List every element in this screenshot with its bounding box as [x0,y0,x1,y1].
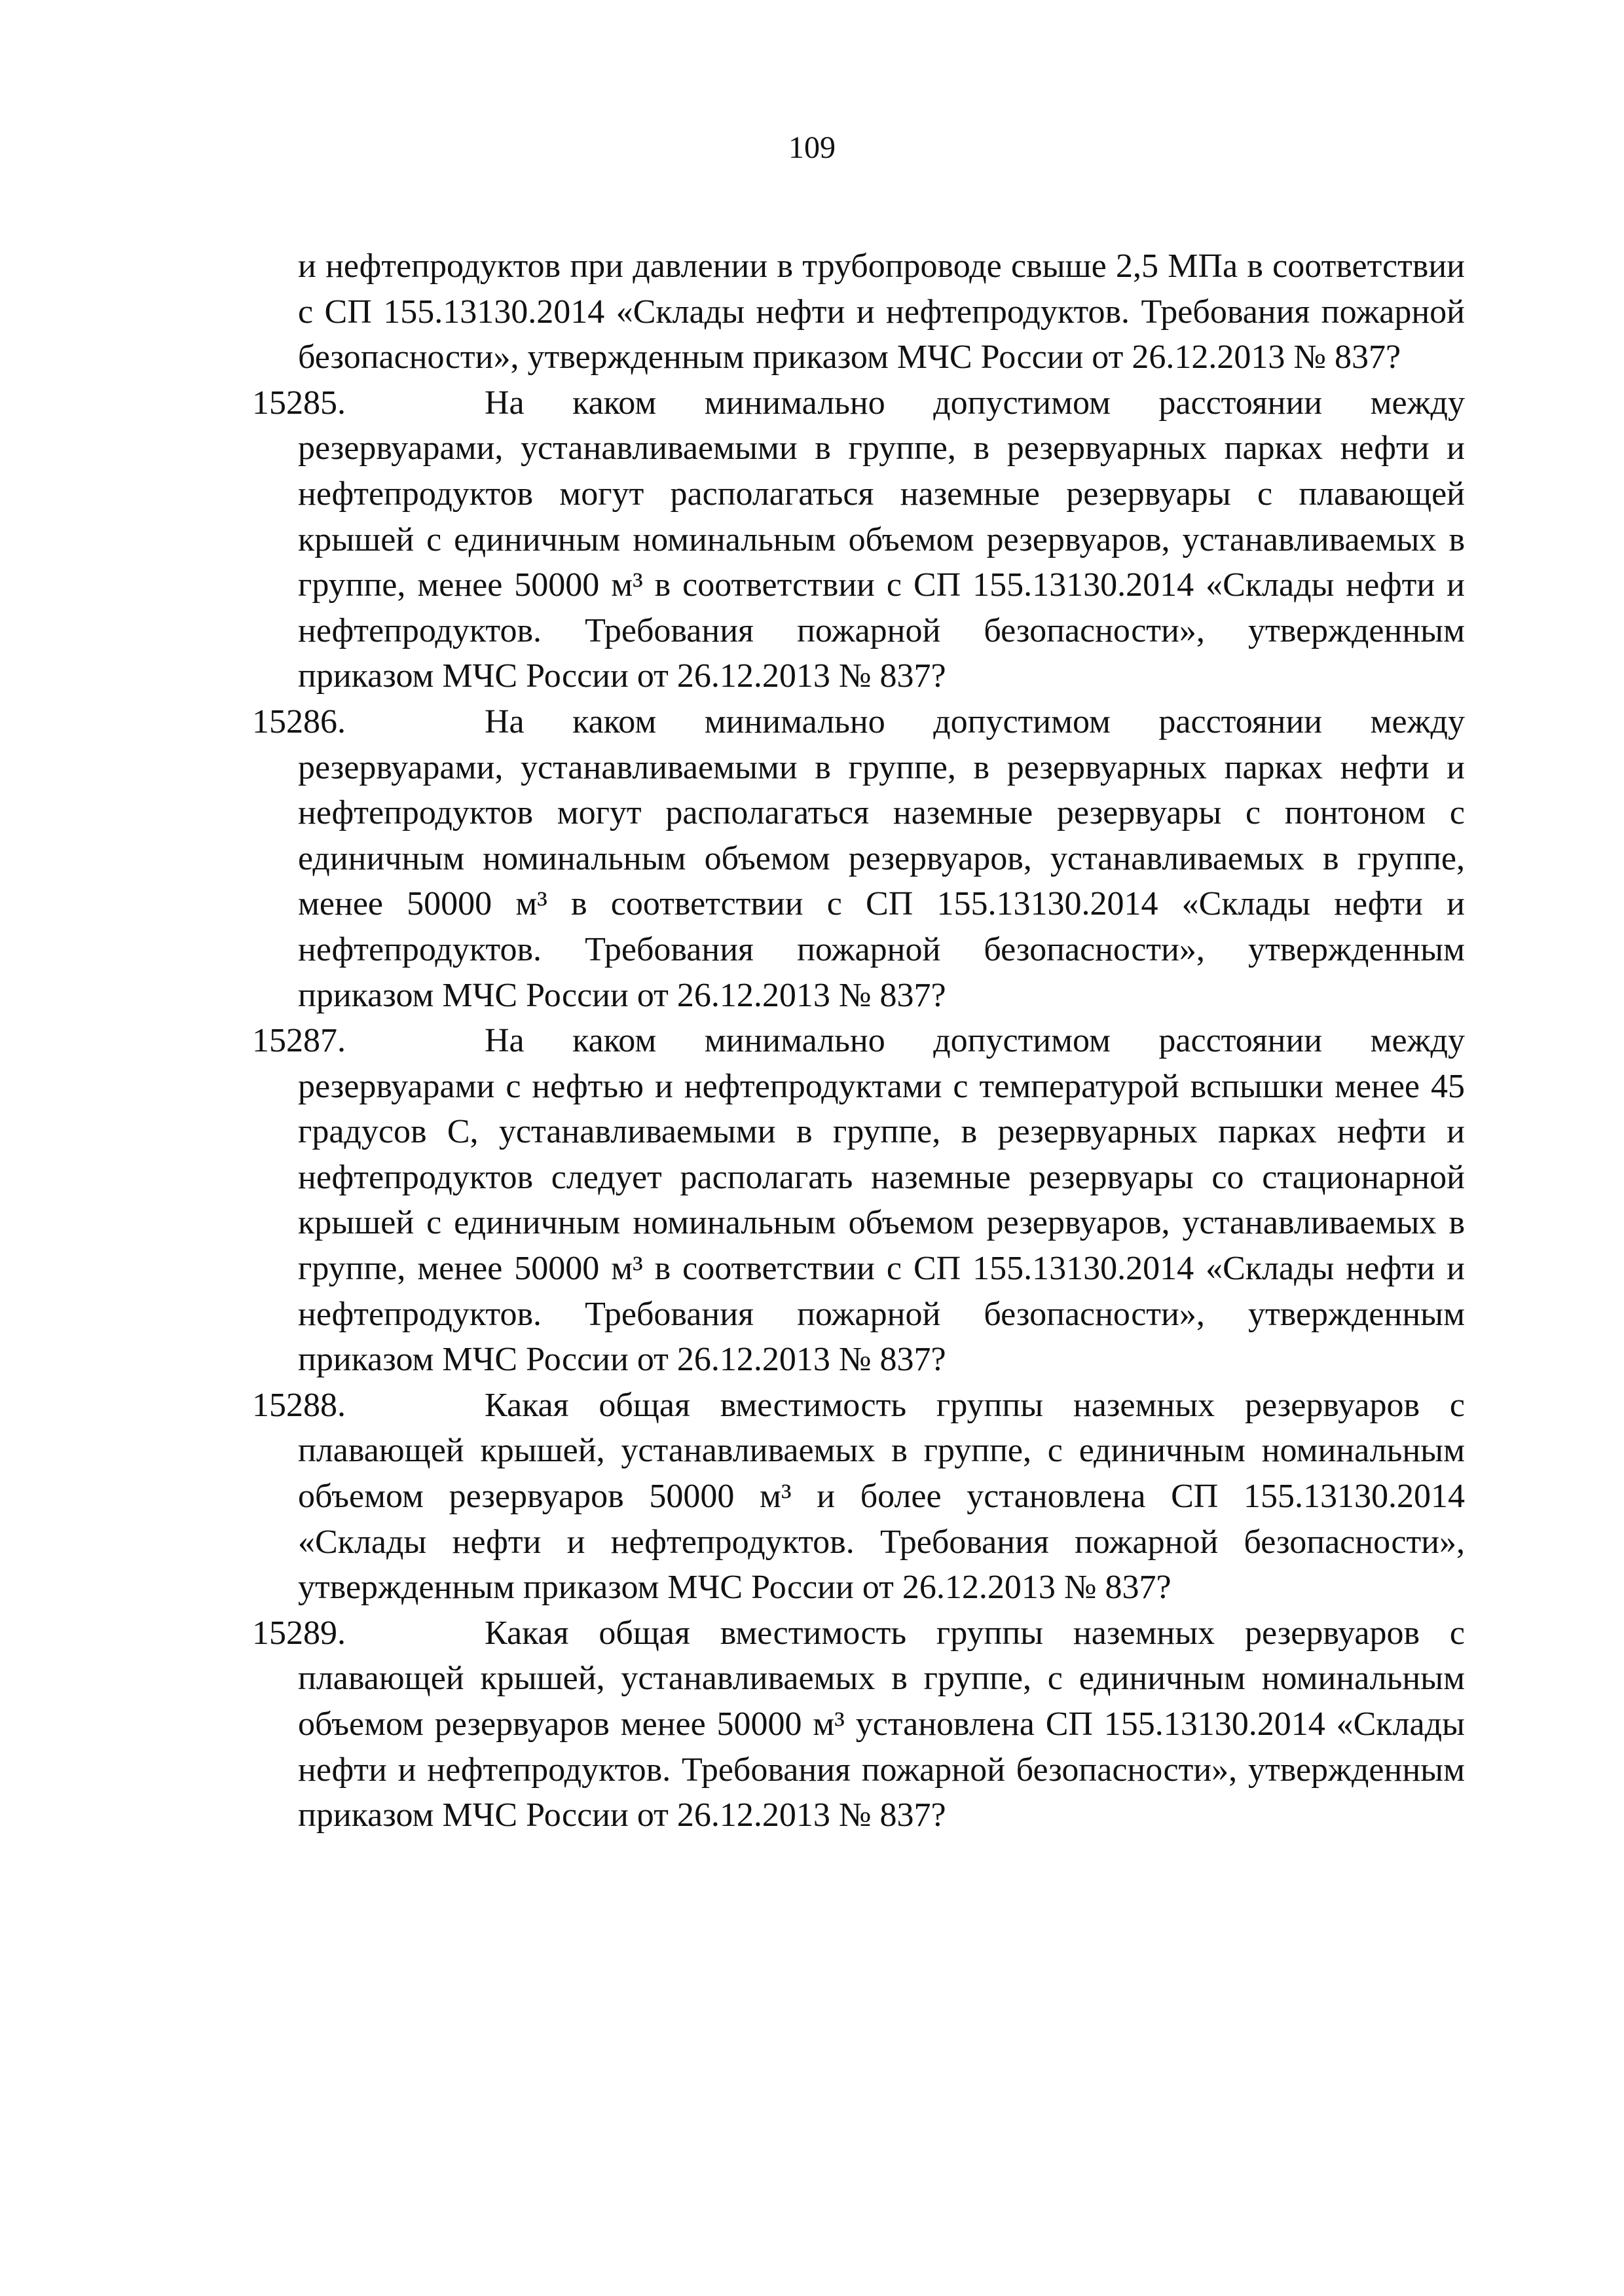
question-number: 15286. [252,702,346,740]
question-text: Какая общая вместимость группы наземных резервуаров с плавающей крышей, устанавливаемых в группе, с единичным номинальным объемом резервуаров менее 50000 м³ установлена СП 155.13130.2014 «Склады нефти и нефтепродуктов. Требования пожарной безопасности», утвержденным приказом МЧС России от 26.12.2013 № 837? [298,1614,1465,1834]
question-item [252,1611,1465,1838]
question-number: 15288. [252,1386,346,1424]
question-text: Какая общая вместимость группы наземных резервуаров с плавающей крышей, устанавливаемых в группе, с единичным номинальным объемом резервуаров 50000 м³ и более установлена СП 155.13130.2014 «Склады нефти и нефтепродуктов. Требования пожарной безопасности», утвержденным приказом МЧС России от 26.12.2013 № 837? [298,1386,1465,1607]
question-text: На каком минимально допустимом расстоянии между резервуарами, устанавливаемыми в группе, в резервуарных парках нефти и нефтепродуктов могут располагаться наземные резервуары с плавающей крышей с единичным номинальным объемом резервуаров, устанавливаемых в группе, менее 50000 м³ в соответствии с СП 155.13130.2014 «Склады нефти и нефтепродуктов. Требования пожарной безопасности», утвержденным приказом МЧС России от 26.12.2013 № 837? [298,384,1465,695]
question-text: На каком минимально допустимом расстоянии между резервуарами с нефтью и нефтепродуктами с температурой вспышки менее 45 градусов С, устанавливаемыми в группе, в резервуарных парках нефти и нефтепродуктов следует располагать наземные резервуары со стационарной крышей с единичным номинальным объемом резервуаров, устанавливаемых в группе, менее 50000 м³ в соответствии с СП 155.13130.2014 «Склады нефти и нефтепродуктов. Требования пожарной безопасности», утвержденным приказом МЧС России от 26.12.2013 № 837? [298,1022,1465,1379]
question-item [252,1383,1465,1611]
question-number: 15287. [252,1022,346,1060]
document-body [252,244,1465,1838]
page-number: 109 [788,130,836,165]
question-number: 15285. [252,384,346,422]
question-item [252,1018,1465,1383]
question-number: 15289. [252,1614,346,1652]
question-item [252,699,1465,1018]
question-item [252,380,1465,699]
question-text: На каком минимально допустимом расстоянии между резервуарами, устанавливаемыми в группе, в резервуарных парках нефти и нефтепродуктов могут располагаться наземные резервуары с понтоном с единичным номинальным объемом резервуаров, устанавливаемых в группе, менее 50000 м³ в соответствии с СП 155.13130.2014 «Склады нефти и нефтепродуктов. Требования пожарной безопасности», утвержденным приказом МЧС России от 26.12.2013 № 837? [298,702,1465,1014]
continued-question-text: и нефтепродуктов при давлении в трубопроводе свыше 2,5 МПа в соответствии с СП 155.13130.2014 «Склады нефти и нефтепродуктов. Требования пожарной безопасности», утвержденным приказом МЧС России от 26.12.2013 № 837? [298,247,1465,376]
